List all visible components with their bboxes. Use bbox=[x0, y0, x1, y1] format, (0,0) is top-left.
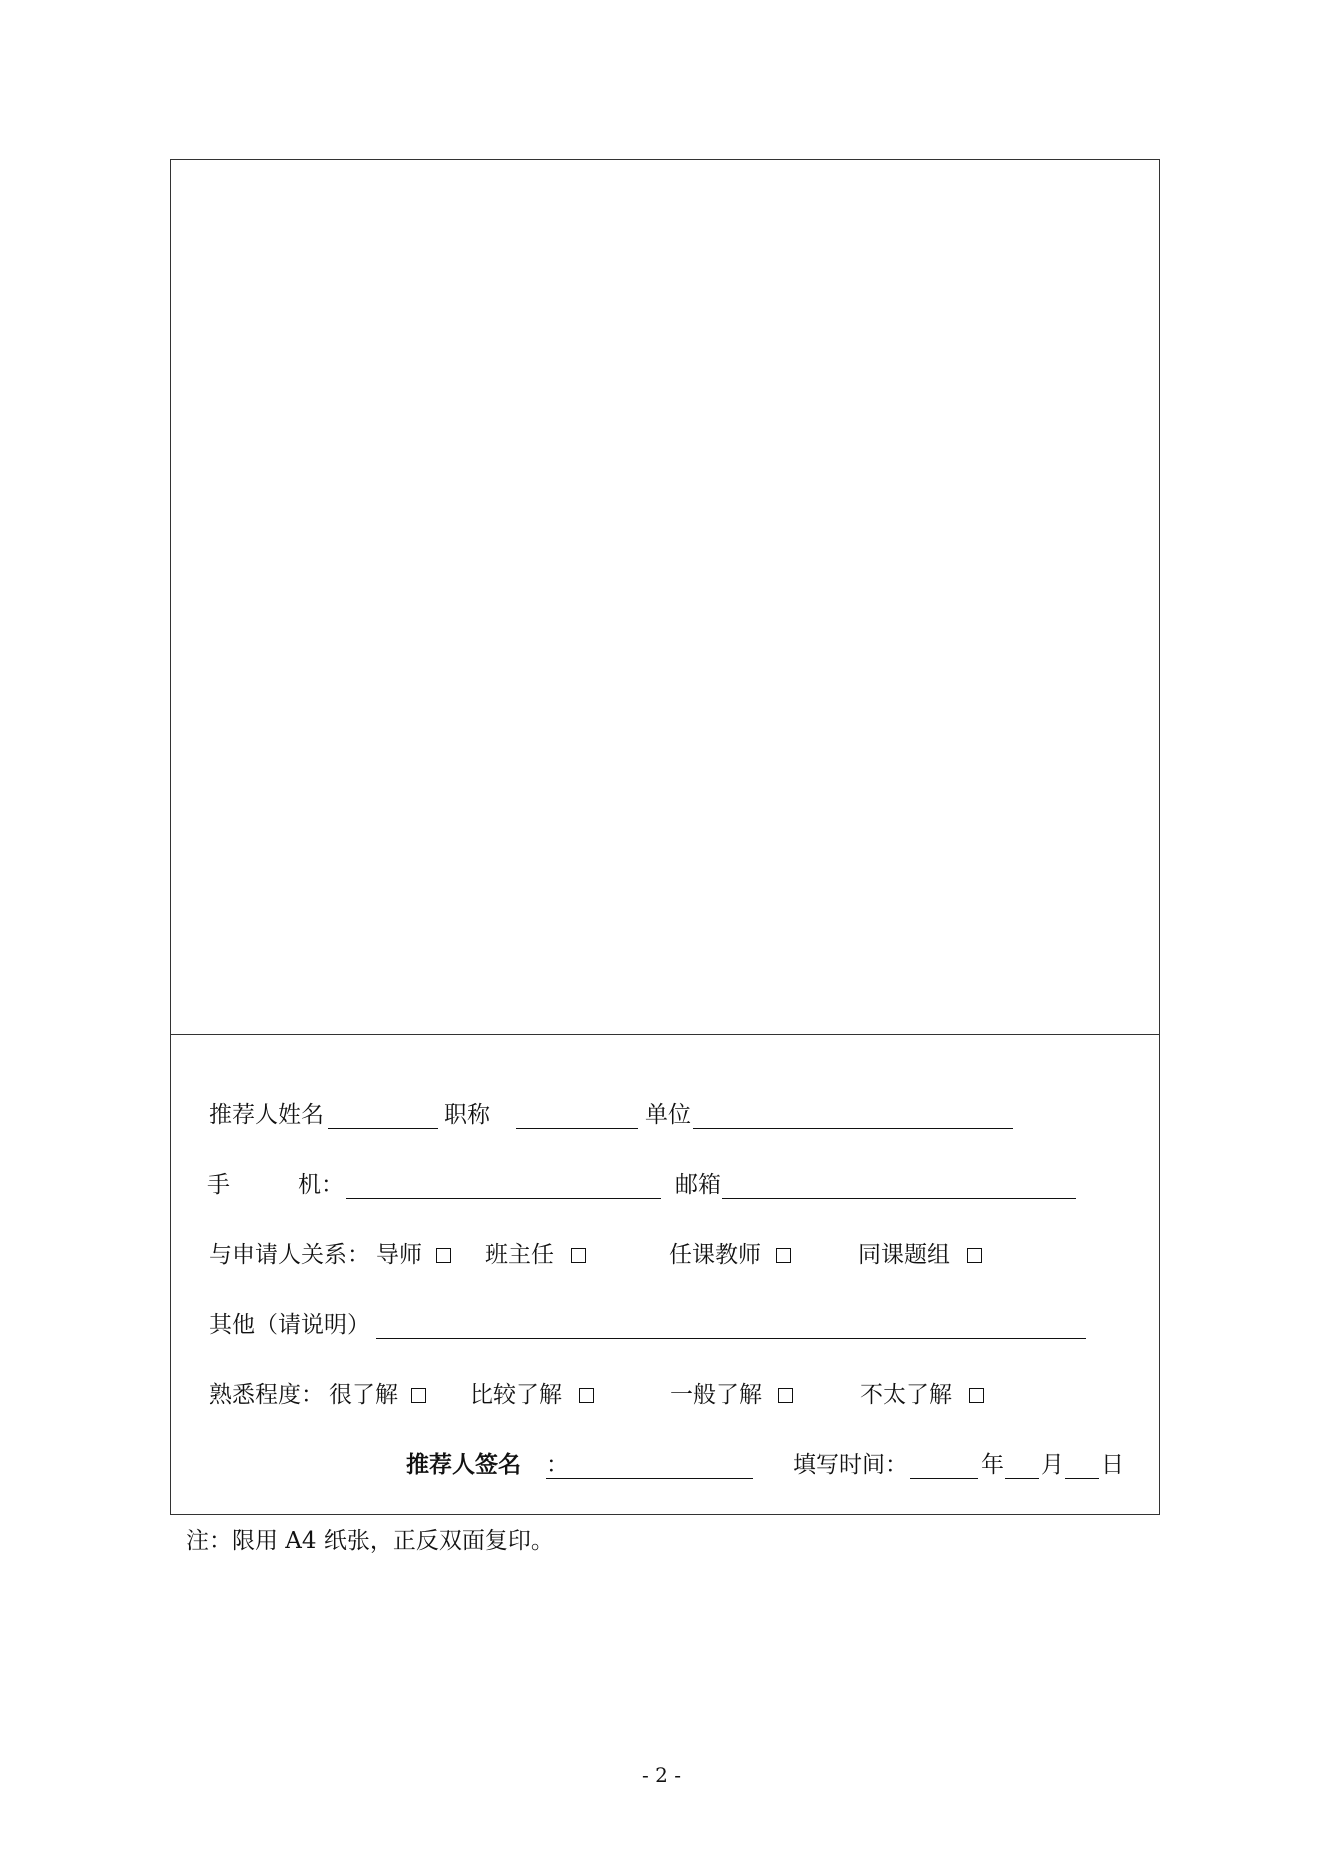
signature-label: 推荐人签名 bbox=[406, 1451, 521, 1478]
relation-option-research-group-label: 同课题组 bbox=[858, 1242, 950, 1268]
relation-option-class-teacher-label: 班主任 bbox=[485, 1242, 554, 1268]
email-field[interactable] bbox=[722, 1170, 1076, 1199]
email-label: 邮箱 bbox=[675, 1172, 721, 1198]
month-field[interactable] bbox=[1005, 1450, 1039, 1479]
page-number: - 2 - bbox=[642, 1763, 681, 1787]
signature-colon: ： bbox=[546, 1452, 569, 1478]
relation-advisor-checkbox[interactable] bbox=[436, 1248, 451, 1263]
footnote: 注：限用 A4 纸张，正反双面复印。 bbox=[186, 1528, 554, 1554]
familiarity-not-very-label: 不太了解 bbox=[860, 1382, 952, 1408]
day-field[interactable] bbox=[1065, 1450, 1099, 1479]
fill-time-label: 填写时间： bbox=[793, 1452, 908, 1478]
row-contact bbox=[171, 1170, 1159, 1210]
familiarity-not-very-checkbox[interactable] bbox=[969, 1388, 984, 1403]
recommender-name-label: 推荐人姓名 bbox=[209, 1102, 324, 1128]
row-other bbox=[171, 1310, 1159, 1350]
phone-field[interactable] bbox=[346, 1170, 661, 1199]
relation-option-advisor-label: 导师 bbox=[376, 1242, 422, 1268]
phone-label-part1: 手 bbox=[207, 1172, 230, 1198]
relation-research-group-checkbox[interactable] bbox=[967, 1248, 982, 1263]
familiarity-very-well-label: 很了解 bbox=[329, 1382, 398, 1408]
phone-label-part2: 机： bbox=[298, 1172, 344, 1198]
year-label: 年 bbox=[981, 1452, 1004, 1478]
familiarity-somewhat-checkbox[interactable] bbox=[778, 1388, 793, 1403]
title-field[interactable] bbox=[516, 1100, 638, 1129]
month-label: 月 bbox=[1041, 1452, 1064, 1478]
familiarity-fairly-well-label: 比较了解 bbox=[470, 1382, 562, 1408]
row-recommender-info bbox=[171, 1100, 1159, 1140]
signature-field[interactable] bbox=[546, 1450, 753, 1479]
familiarity-somewhat-label: 一般了解 bbox=[670, 1382, 762, 1408]
year-field[interactable] bbox=[910, 1450, 978, 1479]
unit-label: 单位 bbox=[645, 1102, 691, 1128]
relation-course-teacher-checkbox[interactable] bbox=[776, 1248, 791, 1263]
recommender-name-field[interactable] bbox=[328, 1100, 438, 1129]
familiarity-very-well-checkbox[interactable] bbox=[411, 1388, 426, 1403]
unit-field[interactable] bbox=[693, 1100, 1013, 1129]
other-field[interactable] bbox=[376, 1310, 1086, 1339]
familiarity-label: 熟悉程度： bbox=[209, 1382, 324, 1408]
recommendation-form bbox=[170, 159, 1160, 1515]
recommendation-content-area[interactable] bbox=[171, 160, 1159, 1035]
relation-label: 与申请人关系： bbox=[209, 1242, 370, 1268]
row-familiarity bbox=[171, 1380, 1159, 1420]
relation-option-course-teacher-label: 任课教师 bbox=[669, 1242, 761, 1268]
row-signature bbox=[171, 1450, 1159, 1490]
familiarity-fairly-well-checkbox[interactable] bbox=[579, 1388, 594, 1403]
day-label: 日 bbox=[1101, 1452, 1124, 1478]
relation-class-teacher-checkbox[interactable] bbox=[571, 1248, 586, 1263]
title-label: 职称 bbox=[444, 1102, 490, 1128]
row-relation bbox=[171, 1240, 1159, 1280]
other-label: 其他（请说明） bbox=[209, 1312, 370, 1338]
